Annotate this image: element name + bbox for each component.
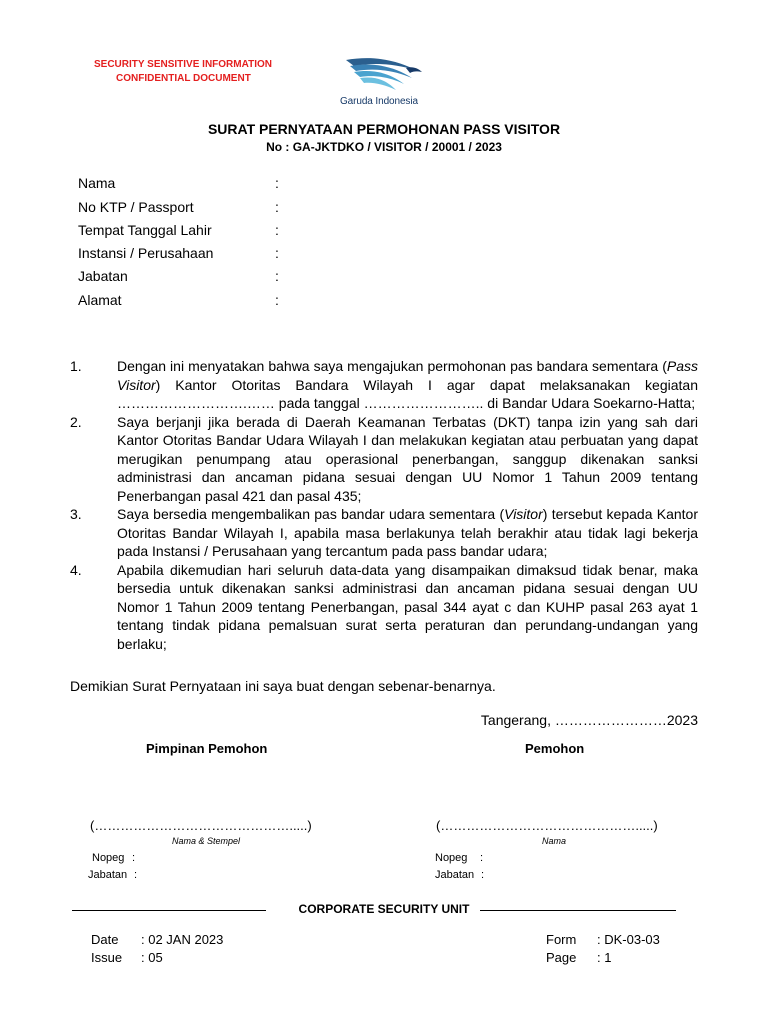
- garuda-logo: [340, 54, 440, 107]
- jabatan-label-right: Jabatan: [435, 869, 475, 881]
- statement-number: 4.: [70, 561, 82, 578]
- statement-list: [70, 357, 698, 653]
- place-date: Tangerang, ……………………2023: [480, 712, 698, 728]
- field-colon: :: [275, 292, 279, 308]
- field-colon: :: [275, 268, 279, 284]
- signature-caption-left: Nama & Stempel: [172, 836, 241, 846]
- statement-item: [70, 357, 698, 413]
- document-number: No : GA-JKTDKO / VISITOR / 20001 / 2023: [266, 140, 502, 154]
- page-label: Page: [546, 950, 577, 965]
- form-value: : DK-03-03: [597, 932, 660, 947]
- field-label: Tempat Tanggal Lahir: [78, 222, 212, 238]
- statement-number: 1.: [70, 358, 82, 374]
- field-jabatan: [78, 268, 378, 291]
- signature-caption-right: Nama: [542, 836, 567, 846]
- statement-number: 2.: [70, 413, 82, 430]
- nopeg-label-left: Nopeg: [92, 852, 125, 864]
- field-colon: :: [275, 245, 279, 261]
- jabatan-colon-right: :: [481, 869, 485, 881]
- statement-text: Saya berjanji jika berada di Daerah Keamanan Terbatas (DKT) tanpa izin yang sah dari Kantor Otoritas Bandar Udara Wilayah I dan melakukan kegiatan atau perbuatan yang dapat merugikan penumpang atau operasional penerbangan, sanggup dikenakan sanksi administrasi dan ancaman pidana sesuai dengan UU Nomor 1 Tahun 2009 tentang Penerbangan pasal 421 dan pasal 435;: [117, 413, 698, 504]
- field-nama: [78, 175, 378, 198]
- jabatan-colon-left: :: [134, 869, 138, 881]
- issue-label: Issue: [91, 950, 123, 965]
- statement-text: Saya bersedia mengembalikan pas bandar udara sementara (Visitor) tersebut kepada Kantor Otoritas Bandar Wilayah I, apabila masa berlakunya telah berakhir atau tidak lagi bekerja pada Instansi / Perusahaan yang tercantum pada pass bandar udara;: [117, 506, 698, 559]
- field-colon: :: [275, 199, 279, 215]
- field-label: Nama: [78, 175, 116, 191]
- issue-value: : 05: [141, 950, 163, 965]
- confidential-line-1: SECURITY SENSITIVE INFORMATION: [94, 59, 272, 70]
- statement-text: Dengan ini menyatakan bahwa saya mengajukan permohonan pas bandara sementara (Pass Visitor) Kantor Otoritas Bandara Wilayah I agar dapat melaksanakan kegiatan ……………………….…… pada tanggal …………………….. di Bandar Udara Soekarno-Hatta;: [117, 358, 698, 411]
- statement-item: [70, 561, 698, 654]
- nopeg-colon-left: :: [132, 852, 136, 864]
- field-ktp: [78, 199, 378, 222]
- page-value: : 1: [597, 950, 612, 965]
- field-ttl: [78, 222, 378, 245]
- garuda-bird-icon: [340, 54, 424, 94]
- signature-name-left: (……………………………………….....): [90, 818, 312, 833]
- statement-number: 3.: [70, 506, 82, 522]
- signature-title-right: Pemohon: [525, 741, 585, 756]
- field-label: Alamat: [78, 292, 122, 308]
- confidential-line-2: CONFIDENTIAL DOCUMENT: [116, 73, 251, 84]
- field-label: Jabatan: [78, 268, 128, 284]
- logo-text: Garuda Indonesia: [340, 96, 418, 107]
- confidential-notice: [94, 58, 272, 86]
- footer-unit: CORPORATE SECURITY UNIT: [298, 902, 470, 916]
- field-label: Instansi / Perusahaan: [78, 245, 214, 261]
- field-instansi: [78, 245, 378, 268]
- document-title: SURAT PERNYATAAN PERMOHONAN PASS VISITOR: [207, 121, 561, 137]
- form-label: Form: [546, 932, 577, 947]
- statement-item: [70, 505, 698, 561]
- nopeg-label-right: Nopeg: [435, 852, 468, 864]
- field-alamat: [78, 292, 378, 315]
- closing-statement: Demikian Surat Pernyataan ini saya buat dengan sebenar-benarnya.: [70, 678, 496, 694]
- statement-text: Apabila dikemudian hari seluruh data-data yang disampaikan dimaksud tidak benar, maka bersedia untuk dikenakan sanksi administrasi dan ancaman pidana sesuai dengan UU Nomor 1 Tahun 2009 tentang Penerbangan, pasal 344 ayat c dan KUHP pasal 263 ayat 1 tentang tindak pidana pemalsuan surat serta peraturan dan perundang-undangan yang berlaku;: [117, 561, 698, 652]
- signature-name-right: (……………………………………….....): [436, 818, 658, 833]
- jabatan-label-left: Jabatan: [88, 869, 128, 881]
- nopeg-colon-right: :: [480, 852, 484, 864]
- field-colon: :: [275, 175, 279, 191]
- field-label: No KTP / Passport: [78, 199, 194, 215]
- date-label: Date: [91, 932, 119, 947]
- field-colon: :: [275, 222, 279, 238]
- date-value: : 02 JAN 2023: [141, 932, 224, 947]
- statement-item: [70, 413, 698, 506]
- signature-title-left: Pimpinan Pemohon: [146, 741, 268, 756]
